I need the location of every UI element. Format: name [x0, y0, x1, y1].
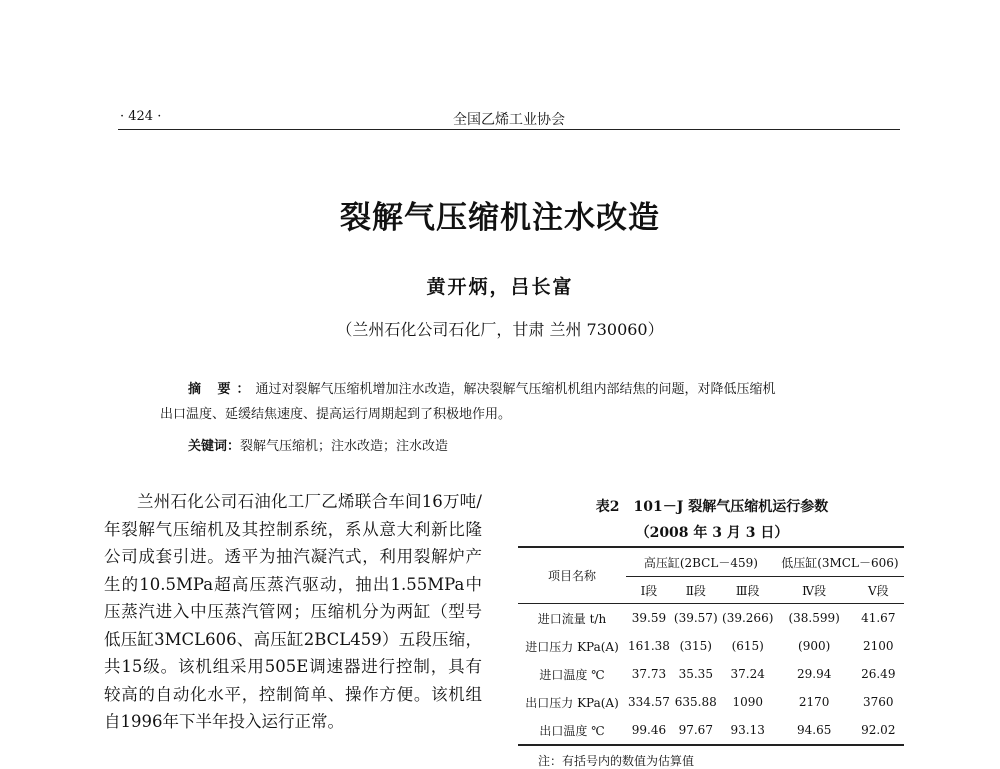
table-note: 注：有括号内的数值为估算值	[538, 754, 695, 768]
table-cell: 99.46	[626, 716, 672, 745]
table-cell: (315)	[679, 639, 712, 653]
table-cell: 635.88	[674, 695, 717, 709]
body-column-left	[104, 488, 482, 736]
paper-title: 裂解气压缩机注水改造	[340, 200, 660, 236]
keywords-text: 裂解气压缩机；注水改造；注水改造	[240, 439, 449, 454]
table-cell: 94.65	[776, 716, 853, 745]
row-label: 进口温度 ℃	[539, 667, 605, 682]
table-cell: 41.67	[861, 611, 896, 625]
page-number: · 424 ·	[120, 109, 162, 124]
table-cell: 3760	[863, 695, 894, 709]
table-cell: 97.67	[672, 716, 720, 745]
table-caption	[520, 494, 904, 546]
table-cell: (39.57)	[673, 611, 718, 625]
table-cell: (38.599)	[788, 611, 840, 625]
table-cell: 26.49	[861, 667, 896, 681]
table-cell: 35.35	[678, 667, 713, 681]
keywords-label: 关键词：	[188, 439, 241, 454]
stage-header: Ⅱ段	[672, 577, 720, 604]
table-cell: 92.02	[853, 716, 904, 745]
abstract-text-1: 通过对裂解气压缩机增加注水改造，解决裂解气压缩机机组内部结焦的问题，对降低压缩机	[255, 382, 776, 397]
journal-name: 全国乙烯工业协会	[453, 112, 565, 128]
table-row	[518, 716, 904, 745]
table-cell: 2170	[798, 695, 830, 709]
table-cell: 37.24	[730, 667, 765, 681]
keywords	[188, 435, 848, 454]
table-cell: 1090	[732, 695, 763, 709]
table-row	[518, 688, 904, 716]
item-header: 项目名称	[518, 547, 626, 604]
table-row	[518, 604, 904, 633]
body-paragraph: 兰州石化公司石油化工厂乙烯联合车间16万吨/年裂解气压缩机及其控制系统，系从意大利新比隆公司成套引进。透平为抽汽凝汽式，利用裂解炉产生的10.5MPa超高压蒸汽驱动，抽出1.55MPa中压蒸汽进入中压蒸汽管网；压缩机分为两缸（型号低压缸3MCL606、高压缸2BCL459）五段压缩，共15级。该机组采用505E调速器进行控制，具有较高的自动化水平，控制简单、操作方便。该机组自1996年下半年投入运行正常。	[104, 492, 482, 731]
abstract	[160, 377, 850, 427]
row-label: 进口压力 KPa(A)	[525, 639, 619, 654]
stage-header: Ⅴ段	[853, 577, 904, 604]
stage-header: Ⅲ段	[720, 577, 776, 604]
running-head	[118, 107, 900, 130]
abstract-label: 摘 要：	[188, 382, 256, 397]
group-header-high: 高压缸(2BCL－459)	[626, 547, 776, 577]
table-body	[518, 604, 904, 746]
table-cell: (39.266)	[722, 611, 774, 625]
abstract-line-1	[160, 377, 850, 402]
stage-header: Ⅰ段	[626, 577, 672, 604]
table-cell: 2100	[863, 639, 894, 653]
table-cell: 29.94	[796, 667, 832, 681]
group-header-low: 低压缸(3MCL－606)	[776, 547, 904, 577]
parameters-table	[518, 546, 904, 746]
table-caption-date: （2008 年 3 月 3 日）	[635, 525, 789, 541]
table-caption-title: 表2 101－J 裂解气压缩机运行参数	[595, 499, 829, 515]
row-label: 出口温度 ℃	[518, 716, 626, 745]
abstract-line-2: 出口温度、延缓结焦速度、提高运行周期起到了积极地作用。	[160, 407, 512, 422]
table-cell: 334.57	[627, 695, 670, 709]
table-cell: 93.13	[720, 716, 776, 745]
affiliation: （兰州石化公司石化厂，甘肃 兰州 730060）	[336, 320, 664, 339]
table-row	[518, 660, 904, 688]
table-cell: (900)	[798, 639, 831, 653]
table-row	[518, 632, 904, 660]
authors: 黄开炳，吕长富	[426, 276, 574, 298]
table-cell: 39.59	[631, 611, 667, 625]
table-cell: 161.38	[627, 639, 670, 653]
table-cell: (615)	[731, 639, 764, 653]
table-cell: 37.73	[631, 667, 667, 681]
row-label: 出口压力 KPa(A)	[525, 695, 619, 710]
row-label: 进口流量 t/h	[537, 611, 607, 626]
stage-header: Ⅳ段	[776, 577, 853, 604]
